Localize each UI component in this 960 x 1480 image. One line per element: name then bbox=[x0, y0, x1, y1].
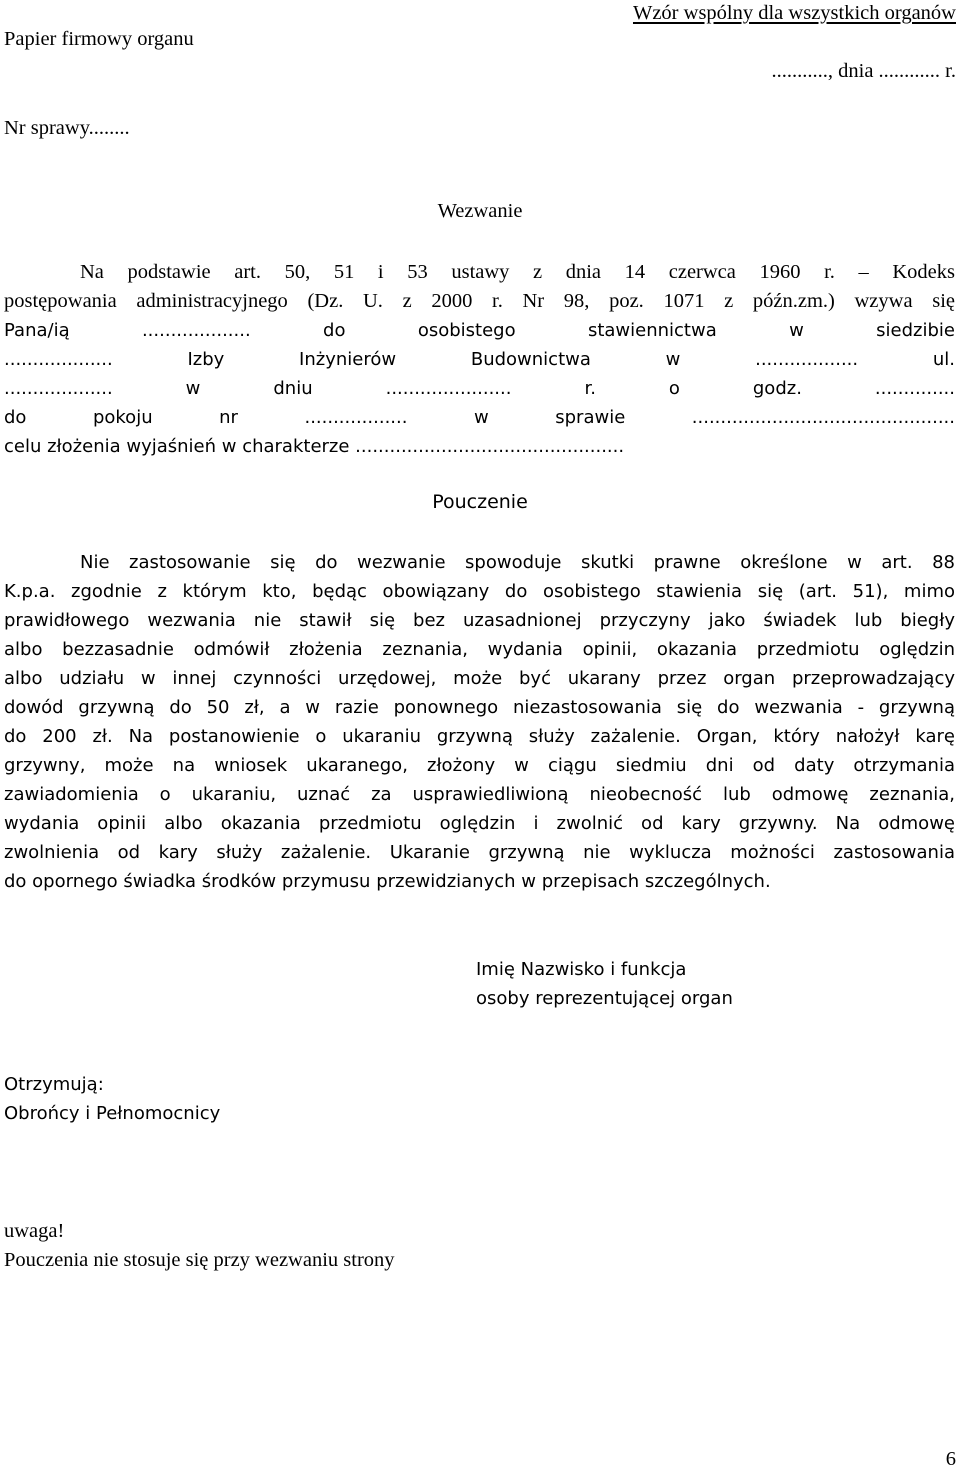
instruction-line: grzywny, może na wniosek ukaranego, złożony w ciągu siedmiu dni od daty otrzymania bbox=[4, 755, 955, 776]
instruction-line: zwolnienia od kary służy zażalenie. Ukaranie grzywną nie wyklucza możności zastosowania bbox=[4, 842, 955, 863]
instruction-line: wydania opinii albo okazania przedmiotu oględzin i zwolnić od kary grzywny. Na odmowę bbox=[4, 813, 955, 834]
instruction-line: dowód grzywną do 50 zł, a w razie ponownego niezastosowania się do wezwania - grzywną bbox=[4, 697, 955, 718]
template-note: Wzór wspólny dla wszystkich organów bbox=[632, 2, 956, 24]
note-label: uwaga! bbox=[4, 1220, 65, 1242]
summons-line: ................... w dniu ...................... r. o godz. .............. bbox=[4, 378, 955, 399]
case-number: Nr sprawy........ bbox=[4, 117, 130, 139]
summons-line: Pana/ią ................... do osobistego stawiennictwa w siedzibie bbox=[4, 320, 955, 341]
summons-line: Na podstawie art. 50, 51 i 53 ustawy z dnia 14 czerwca 1960 r. – Kodeks bbox=[80, 261, 955, 283]
summons-line: do pokoju nr .................. w sprawie .............................................. bbox=[4, 407, 955, 428]
instruction-line: prawidłowego wezwania nie stawił się bez uzasadnionej przyczyny jako świadek lub biegły bbox=[4, 610, 955, 631]
instruction-line: do 200 zł. Na postanowienie o ukaraniu grzywną służy zażalenie. Organ, który nałożył karę bbox=[4, 726, 955, 747]
instruction-line: albo bezzasadnie odmówił złożenia zeznania, wydania opinii, okazania przedmiotu oględzin bbox=[4, 639, 955, 660]
summons-line: celu złożenia wyjaśnień w charakterze ............................................... bbox=[4, 436, 625, 457]
letterhead-placeholder: Papier firmowy organu bbox=[4, 28, 194, 50]
recipients-label: Otrzymują: bbox=[4, 1074, 104, 1095]
instruction-line: K.p.a. zgodnie z którym kto, będąc obowiązany do osobistego stawienia się (art. 51), mimo bbox=[4, 581, 955, 602]
instruction-line: do opornego świadka środków przymusu przewidzianych w przepisach szczególnych. bbox=[4, 871, 771, 892]
signature-line: Imię Nazwisko i funkcja bbox=[476, 959, 687, 980]
summons-line: ................... Izby Inżynierów Budownictwa w .................. ul. bbox=[4, 349, 955, 370]
instruction-line: albo udziału w innej czynności urzędowej, może być ukarany przez organ przeprowadzający bbox=[4, 668, 955, 689]
instruction-line: zawiadomienia o ukaraniu, uznać za usprawiedliwioną nieobecność lub odmowę zeznania, bbox=[4, 784, 955, 805]
instruction-title: Pouczenie bbox=[432, 491, 528, 513]
note-text: Pouczenia nie stosuje się przy wezwaniu strony bbox=[4, 1249, 395, 1271]
date-line: ..........., dnia ............ r. bbox=[771, 60, 956, 82]
summons-title: Wezwanie bbox=[437, 200, 523, 222]
signature-line: osoby reprezentującej organ bbox=[476, 988, 733, 1009]
page-number: 6 bbox=[945, 1448, 956, 1470]
instruction-line: Nie zastosowanie się do wezwanie spowoduje skutki prawne określone w art. 88 bbox=[80, 552, 955, 573]
summons-line: postępowania administracyjnego (Dz. U. z 2000 r. Nr 98, poz. 1071 z późn.zm.) wzywa się bbox=[4, 290, 955, 312]
recipients-value: Obrońcy i Pełnomocnicy bbox=[4, 1103, 221, 1124]
